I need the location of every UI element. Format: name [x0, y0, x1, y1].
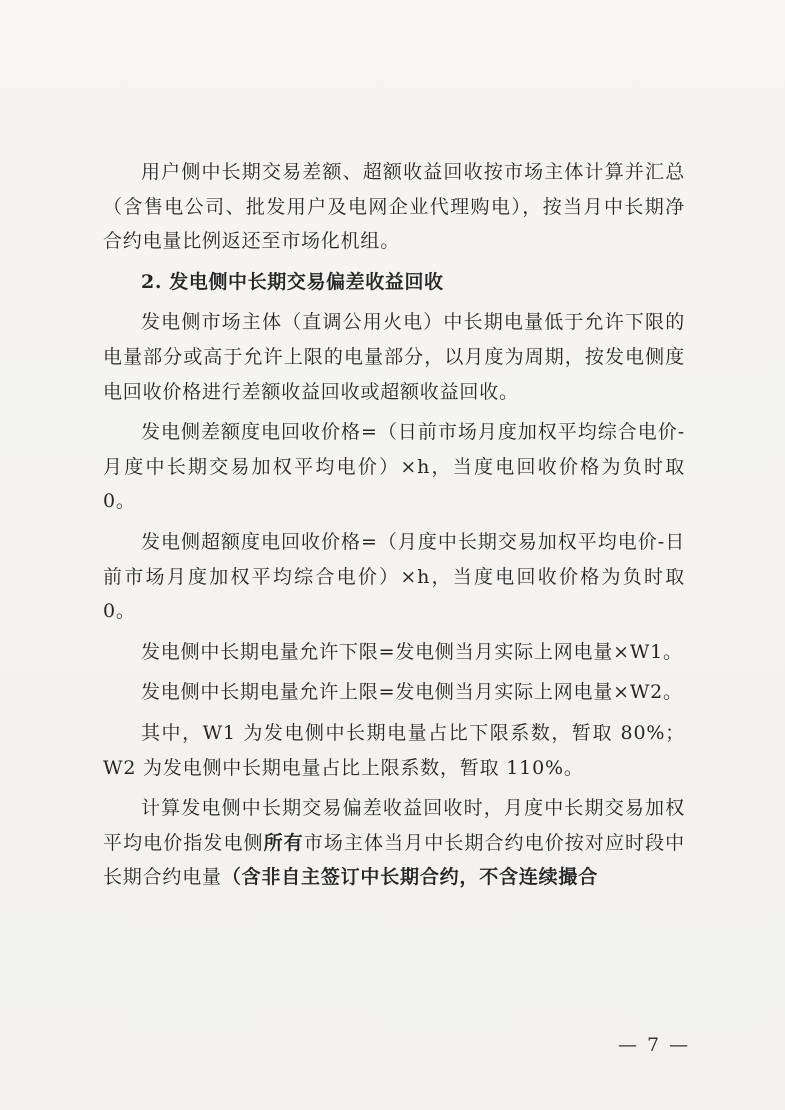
paragraph-8-text-2: 市场主体当月中长期合约电价按对应时段中长期合约电量	[103, 831, 685, 889]
paragraph-coefficient-notes: 其中，W1 为发电侧中长期电量占比下限系数，暂取 80%；W2 为发电侧中长期电量占比上限系数，暂取 110%。	[103, 721, 685, 779]
paragraph-8-bold-note: （含非自主签订中长期合约，不含连续撮合	[221, 866, 599, 889]
paragraph-upper-limit-formula: 发电侧中长期电量允许上限=发电侧当月实际上网电量×W2。	[141, 681, 683, 704]
section-heading-2: 2. 发电侧中长期交易偏差收益回收	[141, 270, 444, 293]
paragraph-8-bold-all: 所有	[263, 831, 304, 854]
paragraph-weighted-average-definition	[103, 791, 685, 895]
paragraph-lower-limit-formula: 发电侧中长期电量允许下限=发电侧当月实际上网电量×W1。	[141, 640, 683, 663]
paragraph-excess-price-formula: 发电侧超额度电回收价格=（月度中长期交易加权平均电价-日前市场月度加权平均综合电价）×h，当度电回收价格为负时取 0。	[103, 530, 685, 623]
page-number: — 7 —	[618, 1034, 691, 1056]
paragraph-user-side-recovery: 用户侧中长期交易差额、超额收益回收按市场主体计算并汇总（含售电公司、批发用户及电网企业代理购电），按当月中长期净合约电量比例返还至市场化机组。	[103, 161, 685, 253]
paragraph-deficit-price-formula: 发电侧差额度电回收价格=（日前市场月度加权平均综合电价-月度中长期交易加权平均电价）×h，当度电回收价格为负时取 0。	[103, 421, 685, 513]
paragraph-8-text-1: 计算发电侧中长期交易偏差收益回收时，月度中长期交易加权平均电价指发电侧	[103, 797, 685, 854]
document-body	[103, 155, 685, 895]
paragraph-generation-side-rule: 发电侧市场主体（直调公用火电）中长期电量低于允许下限的电量部分或高于允许上限的电量部分，以月度为周期，按发电侧度电回收价格进行差额收益回收或超额收益回收。	[103, 311, 685, 403]
